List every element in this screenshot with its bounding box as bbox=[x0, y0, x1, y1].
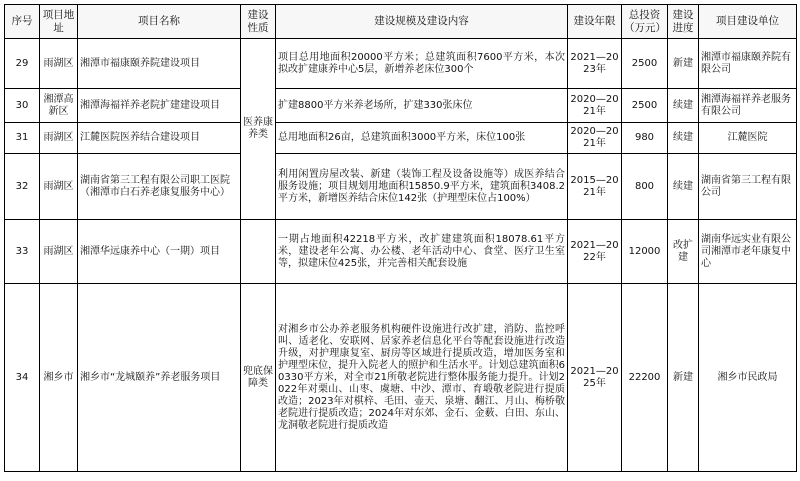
cell-location[interactable]: 湘潭高新区 bbox=[40, 89, 78, 123]
header-nature[interactable]: 建设性质 bbox=[241, 5, 276, 39]
cell-progress[interactable]: 续建 bbox=[668, 154, 699, 220]
cell-seq[interactable]: 29 bbox=[5, 39, 40, 89]
cell-progress[interactable]: 续建 bbox=[668, 123, 699, 154]
cell-investment[interactable]: 12000 bbox=[622, 220, 668, 284]
cell-years[interactable]: 2020—2021年 bbox=[568, 123, 622, 154]
cell-years[interactable]: 2021—2023年 bbox=[568, 39, 622, 89]
cell-seq[interactable]: 31 bbox=[5, 123, 40, 154]
cell-unit[interactable]: 湖南华远实业有限公司湘潭市老年康复中心 bbox=[699, 220, 797, 284]
cell-nature-basic[interactable]: 兜底保障类 bbox=[241, 284, 276, 472]
cell-investment[interactable]: 2500 bbox=[622, 39, 668, 89]
cell-nature[interactable] bbox=[241, 220, 276, 284]
cell-progress[interactable]: 新建 bbox=[668, 284, 699, 472]
cell-name[interactable]: 湘潭华远康养中心（一期）项目 bbox=[78, 220, 241, 284]
cell-investment[interactable]: 800 bbox=[622, 154, 668, 220]
cell-unit[interactable]: 湘乡市民政局 bbox=[699, 284, 797, 472]
project-table bbox=[4, 4, 797, 472]
table-row bbox=[5, 220, 797, 284]
header-years[interactable]: 建设年限 bbox=[568, 5, 622, 39]
cell-location[interactable]: 雨湖区 bbox=[40, 39, 78, 89]
cell-name[interactable]: 湖南省第三工程有限公司职工医院（湘潭市白石养老康复服务中心） bbox=[78, 154, 241, 220]
header-scope[interactable]: 建设规模及建设内容 bbox=[276, 5, 568, 39]
cell-investment[interactable]: 980 bbox=[622, 123, 668, 154]
cell-investment[interactable]: 2500 bbox=[622, 89, 668, 123]
header-investment[interactable]: 总投资（万元） bbox=[622, 5, 668, 39]
cell-scope[interactable]: 项目总用地面积20000平方米；总建筑面积7600平方米，本次拟改扩建康养中心5层，新增养老床位300个 bbox=[276, 39, 568, 89]
cell-seq[interactable]: 32 bbox=[5, 154, 40, 220]
cell-name[interactable]: 湘潭市福康颐养院建设项目 bbox=[78, 39, 241, 89]
cell-location[interactable]: 雨湖区 bbox=[40, 123, 78, 154]
cell-years[interactable]: 2020—2021年 bbox=[568, 89, 622, 123]
table-row bbox=[5, 284, 797, 472]
cell-location[interactable]: 雨湖区 bbox=[40, 220, 78, 284]
cell-progress[interactable]: 新建 bbox=[668, 39, 699, 89]
table-row bbox=[5, 39, 797, 89]
cell-nature-medical[interactable]: 医养康养类 bbox=[241, 39, 276, 220]
cell-unit[interactable]: 湘潭海福祥养老服务有限公司 bbox=[699, 89, 797, 123]
table-row bbox=[5, 154, 797, 220]
header-unit[interactable]: 项目建设单位 bbox=[699, 5, 797, 39]
header-location[interactable]: 项目地址 bbox=[40, 5, 78, 39]
cell-location[interactable]: 湘乡市 bbox=[40, 284, 78, 472]
cell-progress[interactable]: 改扩建 bbox=[668, 220, 699, 284]
cell-name[interactable]: 江麓医院医养结合建设项目 bbox=[78, 123, 241, 154]
header-name[interactable]: 项目名称 bbox=[78, 5, 241, 39]
cell-years[interactable]: 2021—2022年 bbox=[568, 220, 622, 284]
cell-scope[interactable]: 对湘乡市公办养老服务机构硬件设施进行改扩建，消防、监控呼叫、适老化、安联网、居家养老信息化平台等配套设施进行改造升级，对护理康复室、厨房等区域进行提质改造，增加医务室和护理型床位，提升入院老人的照护和生活水平。计划总建筑面积60330平方米，对全市21所敬老院进行整体服务能力提升。计划2022年对栗山、山枣、虞塘、中沙、潭市、育塅敬老院进行提质改造；2023年对棋梓、毛田、壶天、泉塘、翻江、月山、梅桥敬老院进行提质改造；2024年对东郊、金石、金薮、白田、东山、龙洞敬老院进行提质改造 bbox=[276, 284, 568, 472]
cell-scope[interactable]: 总用地面积26亩，总建筑面积3000平方米，床位100张 bbox=[276, 123, 568, 154]
cell-unit[interactable]: 湘潭市福康颐养院有限公司 bbox=[699, 39, 797, 89]
cell-scope[interactable]: 扩建8800平方米养老场所，扩建330张床位 bbox=[276, 89, 568, 123]
cell-investment[interactable]: 22200 bbox=[622, 284, 668, 472]
cell-unit[interactable]: 湖南省第三工程有限公司 bbox=[699, 154, 797, 220]
cell-seq[interactable]: 33 bbox=[5, 220, 40, 284]
cell-name[interactable]: 湘乡市“龙城颐养”养老服务项目 bbox=[78, 284, 241, 472]
cell-years[interactable]: 2015—2021年 bbox=[568, 154, 622, 220]
cell-progress[interactable]: 续建 bbox=[668, 89, 699, 123]
table-row bbox=[5, 89, 797, 123]
table-row bbox=[5, 123, 797, 154]
cell-scope[interactable]: 利用闲置房屋改装、新建（装饰工程及设备设施等）成医养结合服务设施；项目规划用地面积15850.9平方米，建筑面积3408.2平方米，新增医养结合床位142张（护理型床位占100%） bbox=[276, 154, 568, 220]
header-row bbox=[5, 5, 797, 39]
cell-name[interactable]: 湘潭海福祥养老院扩建建设项目 bbox=[78, 89, 241, 123]
cell-unit[interactable]: 江麓医院 bbox=[699, 123, 797, 154]
header-seq[interactable]: 序号 bbox=[5, 5, 40, 39]
cell-location[interactable]: 雨湖区 bbox=[40, 154, 78, 220]
cell-scope[interactable]: 一期占地面积42218平方米，改扩建建筑面积18078.61平方米，建设老年公寓、办公楼、老年活动中心、食堂、医疗卫生室等，拟建床位425张，并完善相关配套设施 bbox=[276, 220, 568, 284]
header-progress[interactable]: 建设进度 bbox=[668, 5, 699, 39]
cell-seq[interactable]: 34 bbox=[5, 284, 40, 472]
cell-seq[interactable]: 30 bbox=[5, 89, 40, 123]
cell-years[interactable]: 2021—2025年 bbox=[568, 284, 622, 472]
